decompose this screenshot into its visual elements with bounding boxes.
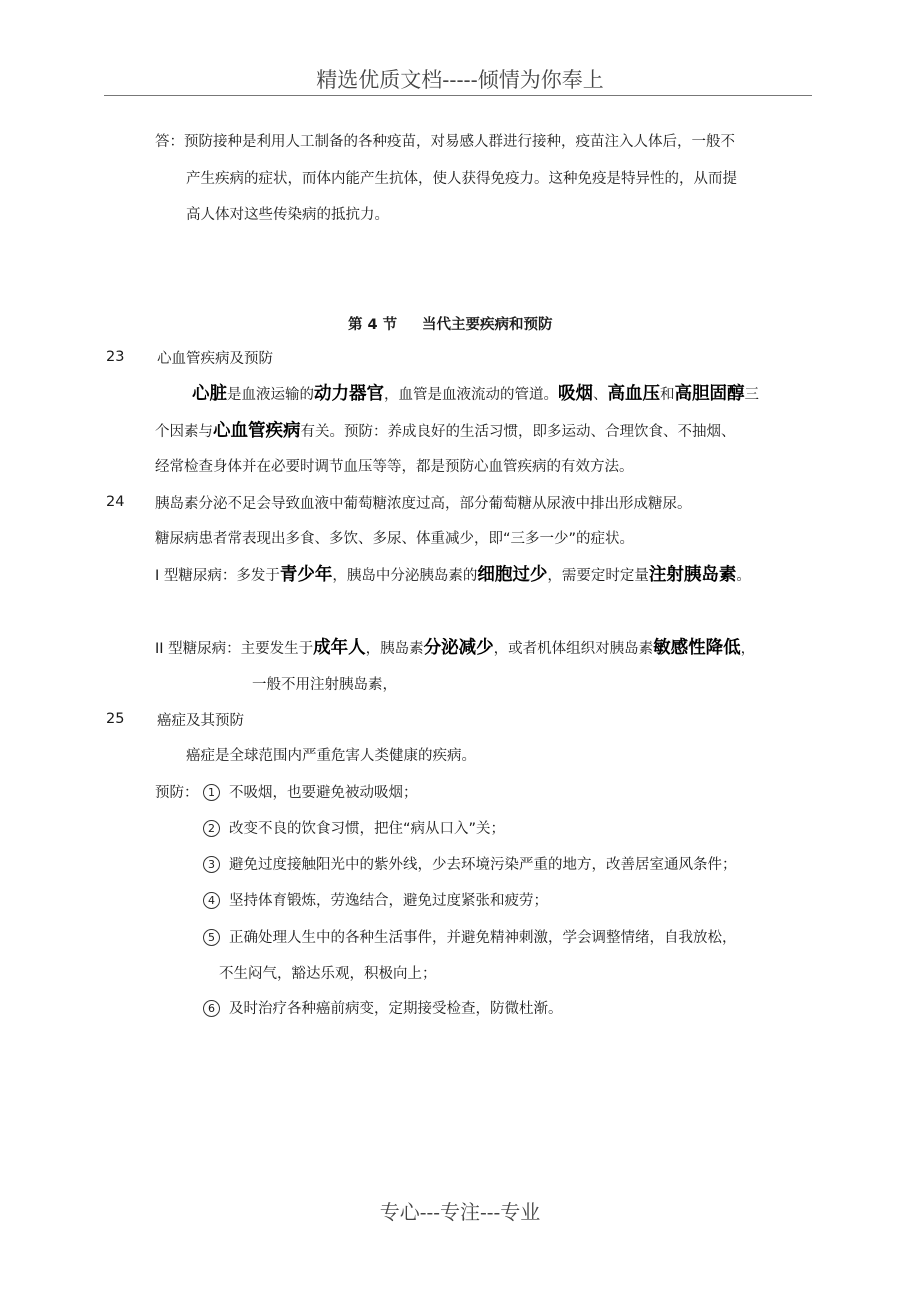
prevention-item-5-text: 正确处理人生中的各种生活事件，并避免精神刺激，学会调整情绪，自我放松， xyxy=(229,930,737,946)
term-reduced-secretion: 分泌减少 xyxy=(423,638,494,658)
p2-text-a: 个因素与 xyxy=(155,424,213,440)
answer-line-2: 产生疾病的症状，而体内能产生抗体，使人获得免疫力。这种免疫是特异性的，从而提 xyxy=(186,171,737,187)
prevention-item-5 xyxy=(203,928,737,948)
circled-number-3: 3 xyxy=(203,856,220,873)
section-title: 当代主要疾病和预防 xyxy=(422,317,553,333)
prevention-item-3-text: 避免过度接触阳光中的紫外线，少去环境污染严重的地方，改善居室通风条件； xyxy=(229,857,737,873)
term-hypertension: 高血压 xyxy=(607,384,660,404)
term-heart: 心脏 xyxy=(192,384,227,404)
diabetes-type-2 xyxy=(155,638,755,659)
answer-line-3: 高人体对这些传染病的抵抗力。 xyxy=(186,207,389,223)
answer-line-1: 答：预防接种是利用人工制备的各种疫苗，对易感人群进行接种，疫苗注入人体后，一般不 xyxy=(155,134,735,150)
type2-text-c: ，胰岛素 xyxy=(365,641,424,657)
type1-text-g: 。 xyxy=(736,568,751,584)
prevention-item-2 xyxy=(203,819,505,839)
term-cholesterol: 高胆固醇 xyxy=(674,384,745,404)
item-23-number: 23 xyxy=(106,349,125,365)
item-23-paragraph-line-1 xyxy=(192,384,759,405)
term-adults: 成年人 xyxy=(313,638,366,658)
type2-text-g: ， xyxy=(740,641,756,657)
term-adolescents: 青少年 xyxy=(279,565,333,585)
p2-text-c: 有关。预防：养成良好的生活习惯，即多运动、合理饮食、不抽烟、 xyxy=(300,424,736,440)
prevention-item-6-text: 及时治疗各种癌前病变，定期接受检查，防微杜渐。 xyxy=(229,1001,563,1017)
item-24-number: 24 xyxy=(106,494,125,510)
p1-text-f: 、 xyxy=(593,387,608,403)
item-25-title: 癌症及其预防 xyxy=(157,713,244,729)
header-rule xyxy=(104,95,812,96)
item-24-line-2: 糖尿病患者常表现出多食、多饮、多尿、体重减少，即“三多一少”的症状。 xyxy=(155,531,635,547)
circled-number-5: 5 xyxy=(203,929,220,946)
term-insulin-injection: 注射胰岛素 xyxy=(648,565,737,585)
page-header: 精选优质文档-----倾情为你奉上 xyxy=(316,68,604,92)
prevention-label: 预防： xyxy=(155,785,199,801)
item-25-number: 25 xyxy=(106,711,125,727)
circled-number-4: 4 xyxy=(203,892,220,909)
type2-text-a: II 型糖尿病：主要发生于 xyxy=(155,641,314,657)
term-power-organ: 动力器官 xyxy=(314,384,384,404)
item-23-paragraph-line-2 xyxy=(155,421,736,442)
prevention-item-4 xyxy=(203,891,548,911)
term-smoking: 吸烟 xyxy=(558,384,593,404)
circled-number-1: 1 xyxy=(203,784,220,801)
prevention-item-3 xyxy=(203,855,737,875)
type1-text-a: I 型糖尿病：多发于 xyxy=(155,568,280,584)
item-23-paragraph-line-3: 经常检查身体并在必要时调节血压等等，都是预防心血管疾病的有效方法。 xyxy=(155,459,634,475)
item-24-line-1: 胰岛素分泌不足会导致血液中葡萄糖浓度过高，部分葡萄糖从尿液中排出形成糖尿。 xyxy=(155,496,692,512)
page-footer: 专心---专注---专业 xyxy=(379,1200,541,1224)
circled-number-2: 2 xyxy=(203,820,220,837)
prevention-item-6 xyxy=(203,999,563,1019)
prevention-item-1 xyxy=(203,783,418,803)
item-23-title: 心血管疾病及预防 xyxy=(157,351,273,367)
term-reduced-sensitivity: 敏感性降低 xyxy=(653,638,741,658)
p1-text-b: 是血液运输的 xyxy=(227,387,314,403)
term-cardiovascular: 心血管疾病 xyxy=(213,421,301,441)
section-number: 第 4 节 xyxy=(348,317,398,333)
p1-text-h: 和 xyxy=(660,387,675,403)
p1-text-j: 三 xyxy=(744,387,759,403)
prevention-item-4-text: 坚持体育锻炼，劳逸结合，避免过度紧张和疲劳； xyxy=(229,893,548,909)
circled-number-6: 6 xyxy=(203,1000,220,1017)
type1-text-c: ，胰岛中分泌胰岛素的 xyxy=(332,568,478,584)
type2-text-e: ，或者机体组织对胰岛素 xyxy=(493,641,654,657)
type1-text-e: ，需要定时定量 xyxy=(547,568,649,584)
term-few-cells: 细胞过少 xyxy=(477,565,548,585)
p1-text-d: ，血管是血液流动的管道。 xyxy=(384,387,558,403)
prevention-item-5-continuation: 不生闷气，豁达乐观，积极向上； xyxy=(219,966,437,982)
diabetes-type-1 xyxy=(155,565,751,586)
prevention-item-2-text: 改变不良的饮食习惯，把住“病从口入”关； xyxy=(229,821,506,837)
item-25-intro: 癌症是全球范围内严重危害人类健康的疾病。 xyxy=(186,748,476,764)
diabetes-type-2-continuation: 一般不用注射胰岛素， xyxy=(252,677,397,693)
prevention-item-1-text: 不吸烟，也要避免被动吸烟； xyxy=(229,785,418,801)
